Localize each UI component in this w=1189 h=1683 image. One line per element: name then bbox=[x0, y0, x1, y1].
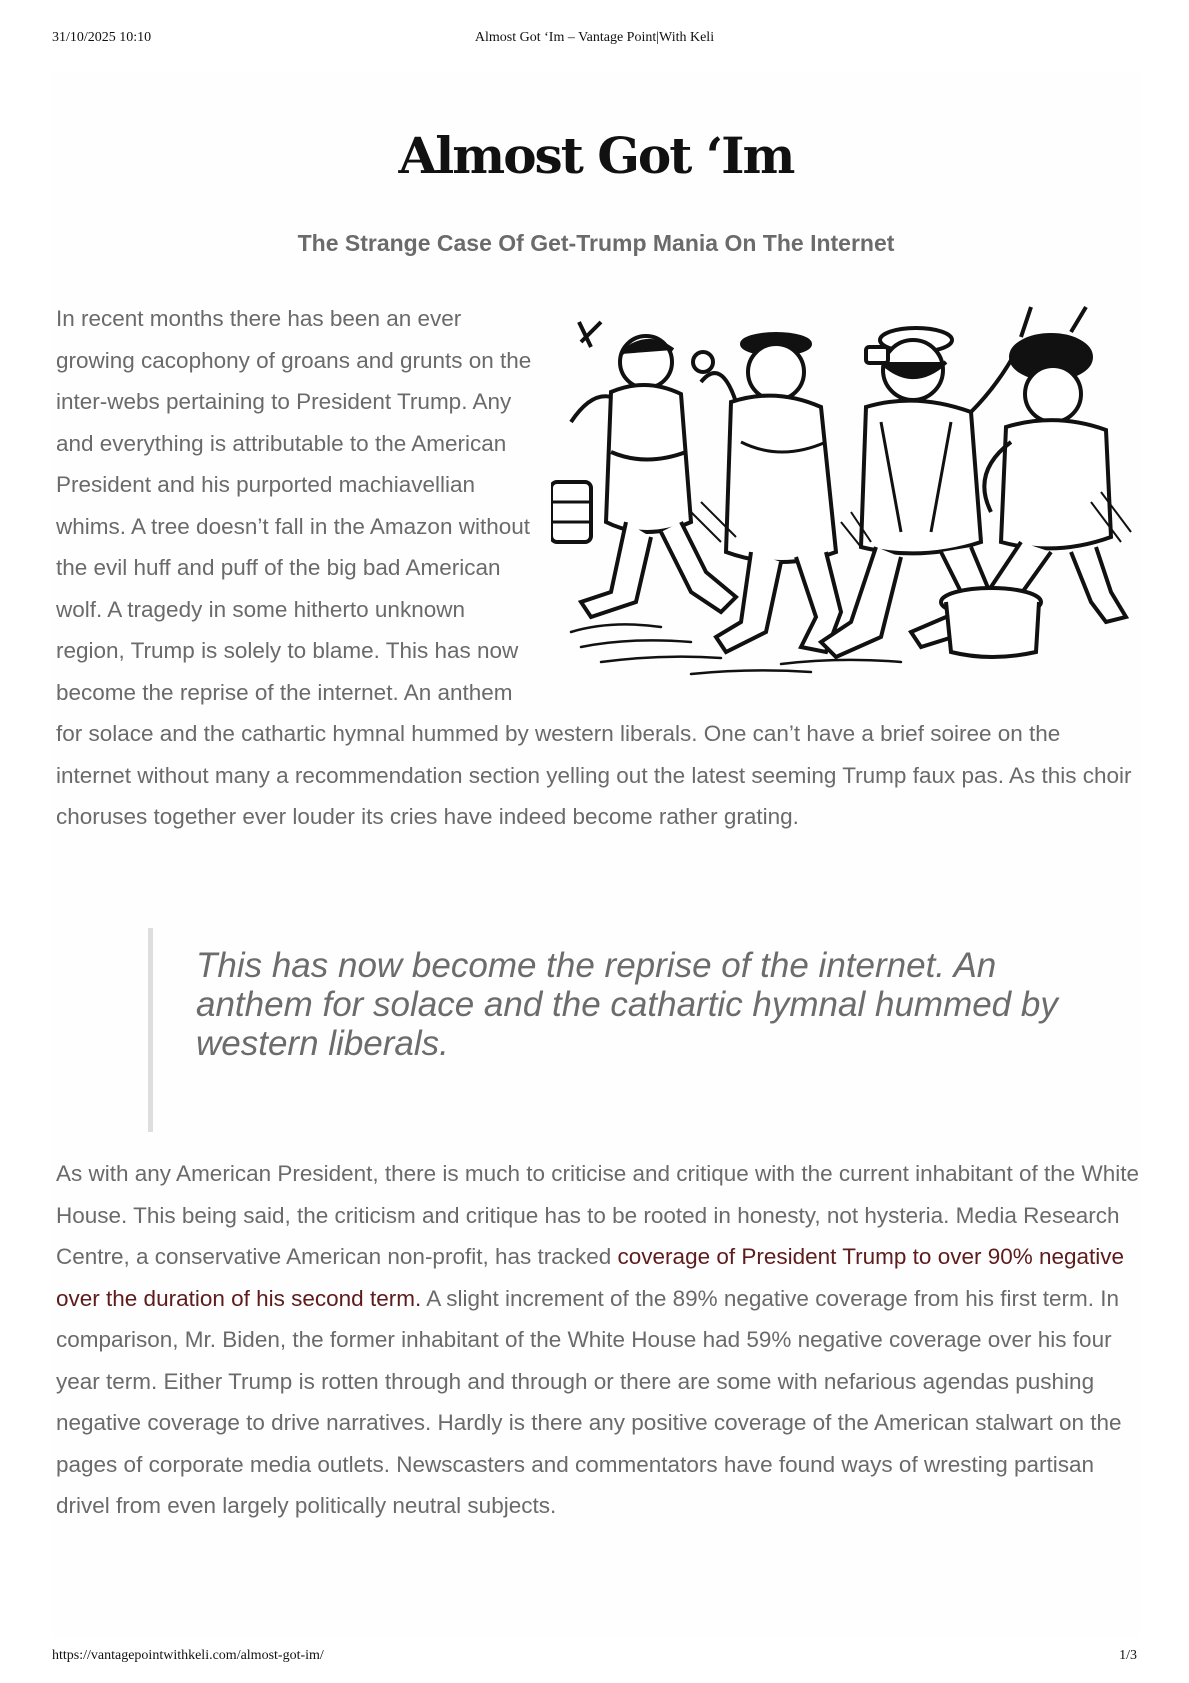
pull-quote bbox=[148, 928, 1128, 1132]
print-header bbox=[0, 30, 1189, 50]
barrel-left bbox=[551, 482, 591, 542]
article-title: Almost Got ‘Im bbox=[398, 126, 794, 185]
print-datetime: 31/10/2025 10:10 bbox=[52, 30, 152, 45]
pull-quote-text: This has now become the reprise of the internet. An anthem for solace and the cathartic hymnal hummed by western liberals. bbox=[196, 946, 1058, 1063]
print-footer bbox=[0, 1648, 1189, 1668]
coverage-link[interactable]: coverage of President Trump to over 90% negative over the duration of his second term. bbox=[56, 1244, 1125, 1311]
print-url: https://vantagepointwithkeli.com/almost-got-im/ bbox=[52, 1648, 324, 1663]
revelers-illustration bbox=[551, 302, 1141, 692]
body-paragraph-2 bbox=[56, 1153, 1141, 1527]
paragraph2-tail-text: A slight increment of the 89% negative coverage from his first term. In comparison, Mr. Biden, the former inhabitant of the White House had 59% negative coverage over his four year term. Either Trump is rotten through and through or there are some with nefarious agendas pushing negative coverage to drive narratives. Hardly is there any positive coverage of the American stalwart on the pages of corporate media outlets. Newscasters and commentators have found ways of wresting partisan drivel from even largely politically neutral subjects. bbox=[56, 1285, 1122, 1518]
intro-paragraph: In recent months there has been an ever growing cacophony of groans and grunts on the inter-webs pertaining to President Trump. Any and everything is attributable to the American President and his purported machiavellian whims. A tree doesn’t fall in the Amazon without the evil huff and puff of the big bad American wolf. A tragedy in some hitherto unknown region, Trump is solely to blame. This has now become the reprise of the internet. An anthem for solace and the cathartic hymnal hummed by western liberals. One can’t have a brief soiree on the internet without many a recommendation section yelling out the latest seeming Trump faux pas. As this choir choruses together ever louder its cries have indeed become rather grating. bbox=[56, 306, 1132, 829]
print-page-title: Almost Got ‘Im – Vantage Point|With Keli bbox=[474, 30, 715, 45]
paragraph2-lead-text: As with any American President, there is much to criticise and critique with the current inhabitant of the White House. This being said, the criticism and critique has to be rooted in honesty, not hysteria. Media Research Centre, a conservative American non-profit, has tracked bbox=[56, 1161, 1140, 1269]
page-number: 1/3 bbox=[1119, 1648, 1137, 1663]
intro-section bbox=[56, 298, 1141, 838]
article-subtitle: The Strange Case Of Get-Trump Mania On The Internet bbox=[297, 230, 895, 256]
